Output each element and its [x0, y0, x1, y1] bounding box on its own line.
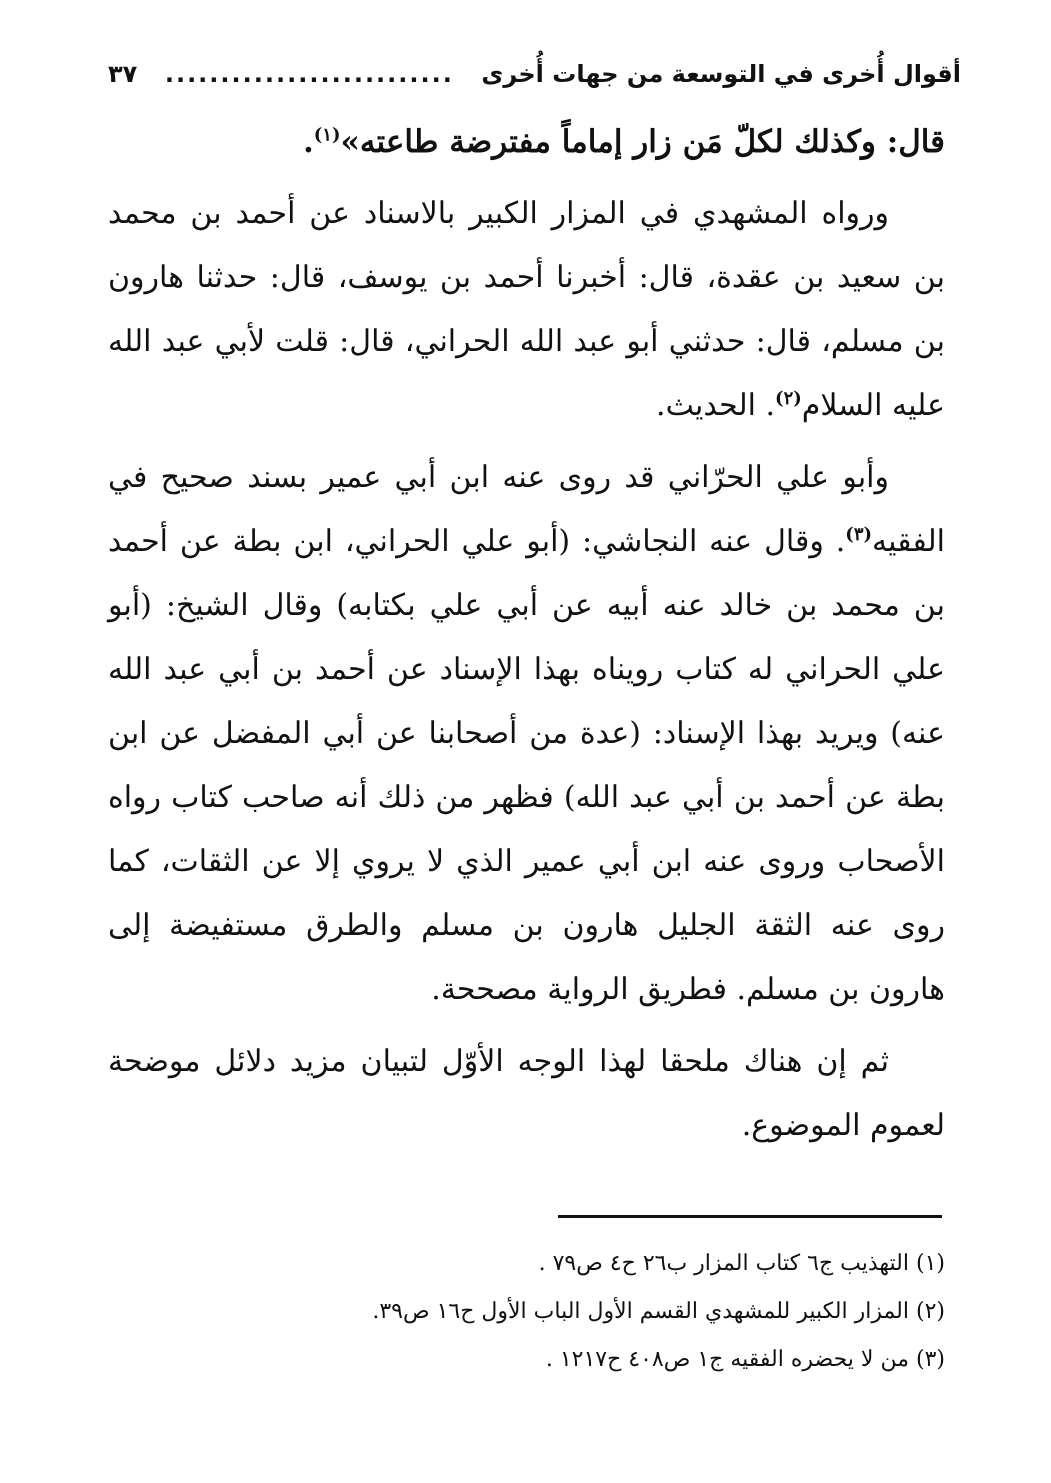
harrani-text-start: وأبو علي الحرّاني قد روى عنه ابن أبي عمير بسند صحيح في الفقيه — [108, 460, 945, 559]
footnote-1: (١) التهذيب ج٦ كتاب المزار ب٢٦ ح٤ ص٧٩ . — [538, 1251, 945, 1276]
paragraph-harrani — [108, 446, 945, 1022]
main-text — [108, 110, 945, 1166]
paragraph-appendix: ثم إن هناك ملحقا لهذا الوجه الأوّل لتبيان مزيد دلائل موضحة لعموم الموضوع. — [108, 1044, 945, 1143]
quote-end-mark: . — [302, 124, 314, 160]
mashhadi-text: ورواه المشهدي في المزار الكبير بالاسناد عن أحمد بن محمد بن سعيد بن عقدة، قال: أخبرنا أحمد بن يوسف، قال: حدثنا هارون بن مسلم، قال: حدثني أبو عبد الله الحراني، قال: قلت لأبي عبد الله عليه السلام — [108, 196, 945, 423]
mashhadi-end: . الحديث. — [656, 388, 776, 423]
header-leader-dots: .......................... — [164, 60, 454, 88]
quote-text: قال: وكذلك لكلّ مَن زار إماماً مفترضة طاعته» — [340, 124, 945, 160]
footnote-ref-3: (٣) — [845, 524, 873, 545]
footnote-ref-1: (١) — [313, 124, 341, 146]
paragraph-quote-end — [108, 110, 945, 174]
page-number: ٣٧ — [108, 60, 138, 88]
footnote-divider — [558, 1215, 942, 1218]
footnote-2: (٢) المزار الكبير للمشهدي القسم الأول الباب الأول ح١٦ ص٣٩. — [372, 1299, 945, 1324]
footnote-ref-2: (٢) — [775, 388, 802, 409]
footnotes — [108, 1240, 945, 1384]
running-header — [108, 52, 961, 96]
paragraph-mashhadi — [108, 182, 945, 438]
footnote-3: (٣) من لا يحضره الفقيه ج١ ص٤٠٨ ح١٢١٧ . — [545, 1347, 945, 1372]
harrani-text-rest: . وقال عنه النجاشي: (أبو علي الحراني، ابن بطة عن أحمد بن محمد بن خالد عنه أبيه عن أبي علي بكتابه) وقال الشيخ: (أبو علي الحراني له كتاب رويناه بهذا الإسناد عن أحمد بن أبي عبد الله عنه) ويريد بهذا الإسناد: (عدة من أصحابنا عن أبي المفضل عن ابن بطة عن أحمد بن أبي عبد الله) فظهر من ذلك أنه صاحب كتاب رواه الأصحاب وروى عنه ابن أبي عمير الذي لا يروي إلا عن الثقات، كما روى عنه الثقة الجليل هارون بن مسلم والطرق مستفيضة إلى هارون بن مسلم. فطريق الرواية مصححة. — [108, 524, 945, 1007]
chapter-title: أقوال أُخرى في التوسعة من جهات أُخرى — [481, 60, 961, 88]
